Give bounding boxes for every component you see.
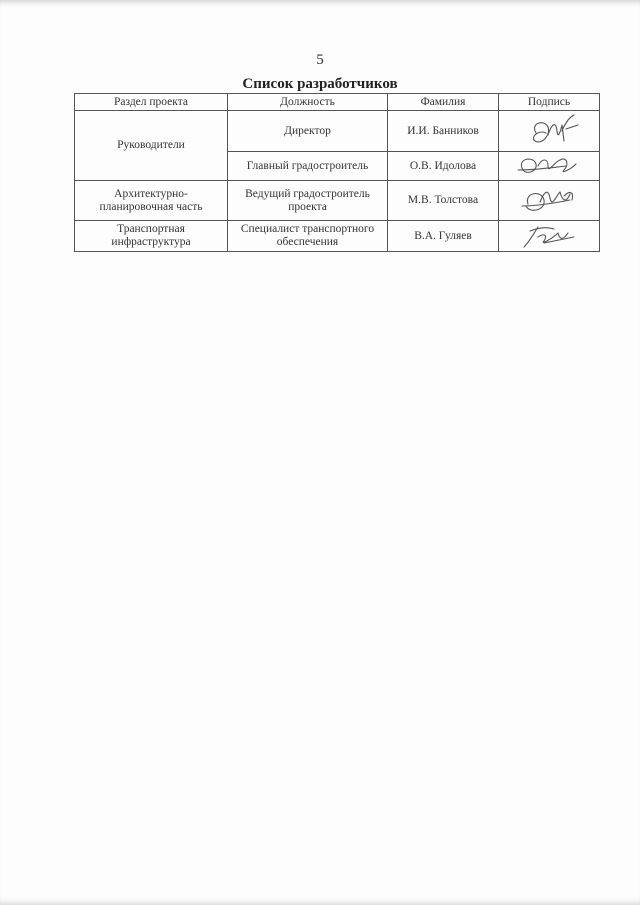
name-cell: И.И. Банников (388, 111, 499, 152)
header-signature: Подпись (499, 94, 600, 111)
signature-image (504, 182, 594, 220)
table-row (75, 221, 600, 252)
table-header-row (75, 94, 600, 111)
signature-cell (499, 221, 600, 252)
signature-image (504, 152, 594, 180)
signature-cell (499, 111, 600, 152)
page-title: Список разработчиков (242, 76, 398, 92)
header-name: Фамилия (388, 94, 499, 111)
header-section: Раздел проекта (75, 94, 228, 111)
name-cell: В.А. Гуляев (388, 221, 499, 252)
table-row (75, 111, 600, 152)
signature-cell (499, 181, 600, 221)
position-cell: Ведущий градостроитель проекта (228, 181, 388, 221)
position-cell: Директор (228, 111, 388, 152)
section-cell: Архитектурно-планировочная часть (75, 181, 228, 221)
section-cell: Транспортная инфраструктура (75, 221, 228, 252)
signature-cell (499, 152, 600, 181)
position-cell: Главный градостроитель (228, 152, 388, 181)
name-cell: О.В. Идолова (388, 152, 499, 181)
table-row (75, 181, 600, 221)
section-cell: Руководители (75, 111, 228, 181)
header-position: Должность (228, 94, 388, 111)
position-cell: Специалист транспортного обеспечения (228, 221, 388, 252)
signature-image (504, 221, 594, 251)
page-number: 5 (316, 52, 324, 68)
name-cell: М.В. Толстова (388, 181, 499, 221)
signature-image (504, 111, 594, 151)
developers-table (74, 93, 600, 252)
